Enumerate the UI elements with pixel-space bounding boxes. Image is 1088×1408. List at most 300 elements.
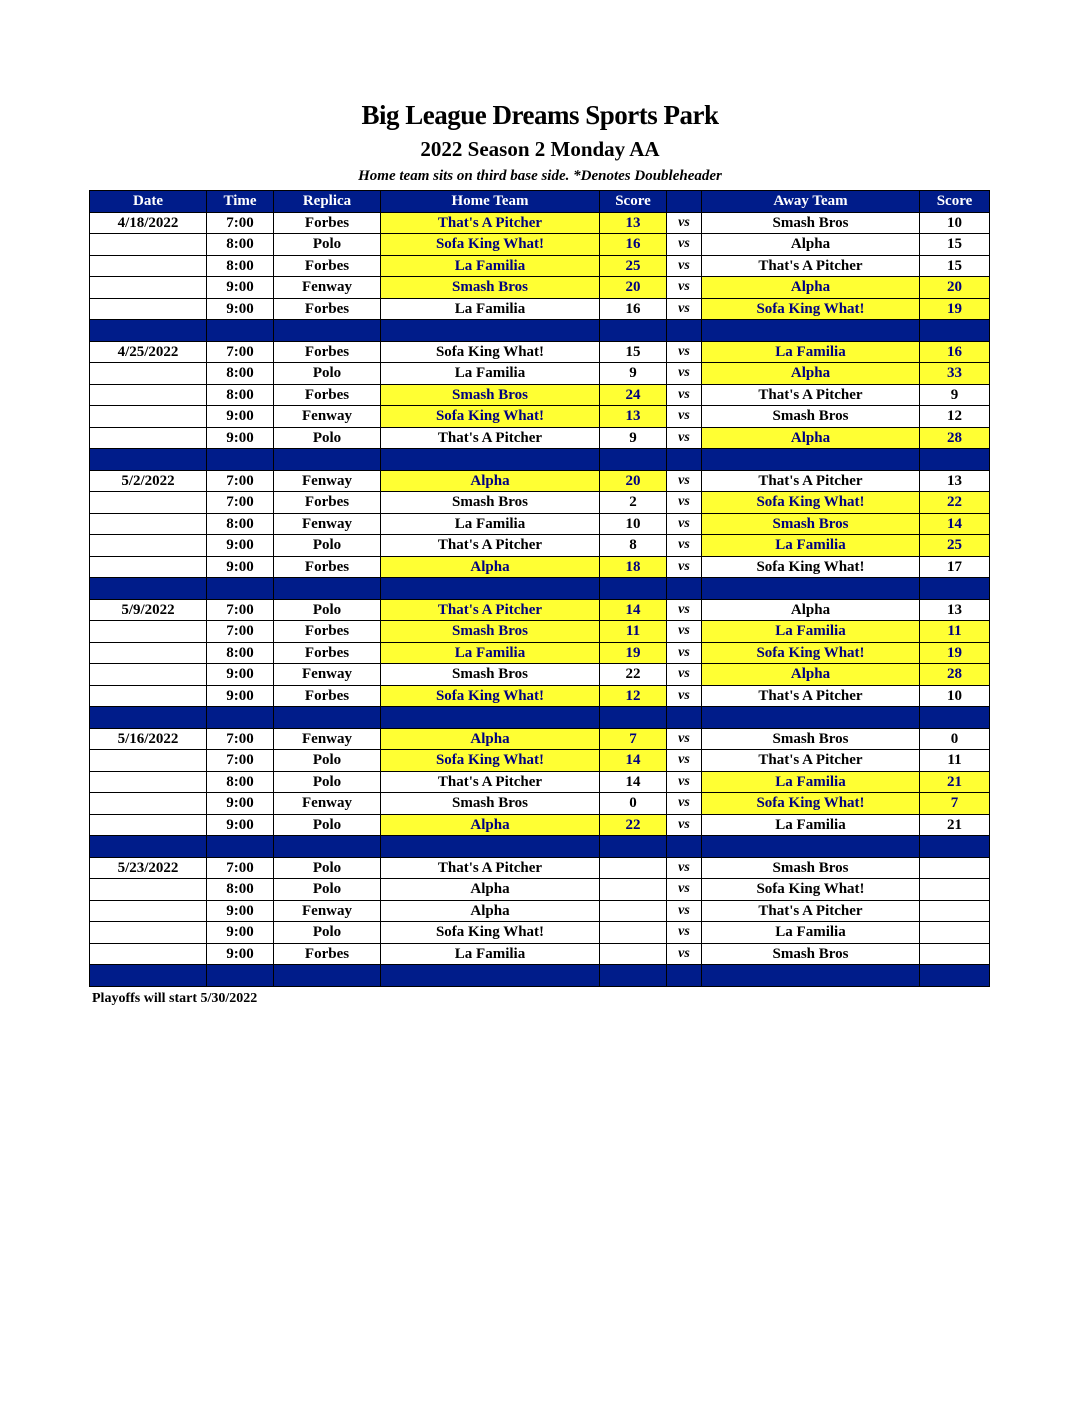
separator-cell bbox=[600, 965, 667, 987]
away-team: Alpha bbox=[702, 664, 920, 686]
game-time: 7:00 bbox=[207, 599, 274, 621]
home-score: 20 bbox=[600, 470, 667, 492]
away-score: 19 bbox=[920, 642, 990, 664]
game-field: Forbes bbox=[274, 341, 381, 363]
home-score: 14 bbox=[600, 771, 667, 793]
separator-cell bbox=[667, 836, 702, 858]
vs-label: vs bbox=[667, 427, 702, 449]
game-date bbox=[90, 685, 207, 707]
vs-label: vs bbox=[667, 599, 702, 621]
separator-cell bbox=[381, 707, 600, 729]
home-score: 14 bbox=[600, 599, 667, 621]
away-score: 33 bbox=[920, 363, 990, 385]
home-team: Alpha bbox=[381, 556, 600, 578]
separator-cell bbox=[667, 320, 702, 342]
away-score: 28 bbox=[920, 664, 990, 686]
game-row bbox=[90, 470, 990, 492]
away-score: 19 bbox=[920, 298, 990, 320]
vs-label: vs bbox=[667, 384, 702, 406]
separator-cell bbox=[667, 449, 702, 471]
away-score: 22 bbox=[920, 492, 990, 514]
col-header-home-score: Score bbox=[600, 191, 667, 213]
away-score: 0 bbox=[920, 728, 990, 750]
game-field: Fenway bbox=[274, 406, 381, 428]
vs-label: vs bbox=[667, 879, 702, 901]
game-field: Forbes bbox=[274, 384, 381, 406]
col-header-away-score: Score bbox=[920, 191, 990, 213]
game-date bbox=[90, 406, 207, 428]
game-field: Fenway bbox=[274, 513, 381, 535]
home-team: La Familia bbox=[381, 298, 600, 320]
game-date: 5/23/2022 bbox=[90, 857, 207, 879]
home-team: Smash Bros bbox=[381, 793, 600, 815]
game-date bbox=[90, 793, 207, 815]
away-team: That's A Pitcher bbox=[702, 384, 920, 406]
game-date bbox=[90, 492, 207, 514]
home-score bbox=[600, 943, 667, 965]
game-row bbox=[90, 384, 990, 406]
game-field: Forbes bbox=[274, 642, 381, 664]
game-time: 8:00 bbox=[207, 255, 274, 277]
away-score: 11 bbox=[920, 621, 990, 643]
game-field: Polo bbox=[274, 535, 381, 557]
game-date bbox=[90, 879, 207, 901]
game-time: 9:00 bbox=[207, 814, 274, 836]
away-team: Sofa King What! bbox=[702, 492, 920, 514]
separator-cell bbox=[920, 449, 990, 471]
away-score: 7 bbox=[920, 793, 990, 815]
separator-cell bbox=[381, 320, 600, 342]
separator-cell bbox=[207, 965, 274, 987]
away-team: Sofa King What! bbox=[702, 298, 920, 320]
game-field: Forbes bbox=[274, 621, 381, 643]
away-team: Alpha bbox=[702, 234, 920, 256]
game-row bbox=[90, 664, 990, 686]
home-team: Sofa King What! bbox=[381, 685, 600, 707]
game-date bbox=[90, 814, 207, 836]
away-team: Smash Bros bbox=[702, 857, 920, 879]
separator-cell bbox=[207, 320, 274, 342]
separator-cell bbox=[274, 449, 381, 471]
vs-label: vs bbox=[667, 406, 702, 428]
away-score: 25 bbox=[920, 535, 990, 557]
game-row bbox=[90, 793, 990, 815]
away-score: 12 bbox=[920, 406, 990, 428]
vs-label: vs bbox=[667, 664, 702, 686]
schedule-note: Home team sits on third base side. *Denotes Doubleheader bbox=[358, 168, 722, 184]
vs-label: vs bbox=[667, 943, 702, 965]
playoffs-note: Playoffs will start 5/30/2022 bbox=[92, 991, 258, 1006]
game-row bbox=[90, 556, 990, 578]
home-score bbox=[600, 922, 667, 944]
home-team: Sofa King What! bbox=[381, 922, 600, 944]
vs-label: vs bbox=[667, 556, 702, 578]
game-time: 9:00 bbox=[207, 943, 274, 965]
game-row bbox=[90, 728, 990, 750]
game-field: Fenway bbox=[274, 793, 381, 815]
separator-cell bbox=[702, 578, 920, 600]
game-time: 7:00 bbox=[207, 341, 274, 363]
game-time: 7:00 bbox=[207, 470, 274, 492]
game-time: 9:00 bbox=[207, 298, 274, 320]
separator-cell bbox=[702, 320, 920, 342]
home-team: La Familia bbox=[381, 943, 600, 965]
away-team: Smash Bros bbox=[702, 212, 920, 234]
game-row bbox=[90, 277, 990, 299]
game-time: 9:00 bbox=[207, 406, 274, 428]
vs-label: vs bbox=[667, 728, 702, 750]
vs-label: vs bbox=[667, 621, 702, 643]
home-score: 9 bbox=[600, 427, 667, 449]
vs-label: vs bbox=[667, 900, 702, 922]
home-team: Alpha bbox=[381, 814, 600, 836]
game-row bbox=[90, 685, 990, 707]
game-row bbox=[90, 513, 990, 535]
vs-label: vs bbox=[667, 513, 702, 535]
home-team: La Familia bbox=[381, 363, 600, 385]
col-header-replica: Replica bbox=[274, 191, 381, 213]
away-team: Smash Bros bbox=[702, 728, 920, 750]
separator-cell bbox=[90, 578, 207, 600]
game-date bbox=[90, 750, 207, 772]
home-score bbox=[600, 900, 667, 922]
vs-label: vs bbox=[667, 685, 702, 707]
header-row bbox=[90, 191, 990, 213]
game-date: 5/9/2022 bbox=[90, 599, 207, 621]
home-team: That's A Pitcher bbox=[381, 535, 600, 557]
home-team: That's A Pitcher bbox=[381, 857, 600, 879]
home-score: 9 bbox=[600, 363, 667, 385]
game-time: 9:00 bbox=[207, 793, 274, 815]
home-score bbox=[600, 857, 667, 879]
separator-cell bbox=[381, 836, 600, 858]
game-time: 8:00 bbox=[207, 384, 274, 406]
home-team: Alpha bbox=[381, 728, 600, 750]
separator-cell bbox=[920, 320, 990, 342]
away-team: That's A Pitcher bbox=[702, 900, 920, 922]
game-time: 9:00 bbox=[207, 277, 274, 299]
game-field: Forbes bbox=[274, 298, 381, 320]
game-field: Polo bbox=[274, 234, 381, 256]
separator-cell bbox=[702, 965, 920, 987]
game-time: 7:00 bbox=[207, 621, 274, 643]
away-score: 9 bbox=[920, 384, 990, 406]
away-team: La Familia bbox=[702, 341, 920, 363]
game-time: 8:00 bbox=[207, 642, 274, 664]
col-header-time: Time bbox=[207, 191, 274, 213]
away-score: 21 bbox=[920, 771, 990, 793]
home-score: 12 bbox=[600, 685, 667, 707]
separator-cell bbox=[274, 836, 381, 858]
home-score: 11 bbox=[600, 621, 667, 643]
game-time: 9:00 bbox=[207, 685, 274, 707]
home-score: 20 bbox=[600, 277, 667, 299]
away-team: Sofa King What! bbox=[702, 642, 920, 664]
game-field: Forbes bbox=[274, 492, 381, 514]
away-team: That's A Pitcher bbox=[702, 685, 920, 707]
game-date bbox=[90, 384, 207, 406]
away-team: Smash Bros bbox=[702, 943, 920, 965]
vs-label: vs bbox=[667, 341, 702, 363]
separator-cell bbox=[381, 965, 600, 987]
home-team: La Familia bbox=[381, 642, 600, 664]
game-row bbox=[90, 814, 990, 836]
away-score: 14 bbox=[920, 513, 990, 535]
separator-cell bbox=[667, 965, 702, 987]
home-team: Smash Bros bbox=[381, 277, 600, 299]
game-time: 9:00 bbox=[207, 556, 274, 578]
home-score: 2 bbox=[600, 492, 667, 514]
away-score: 15 bbox=[920, 255, 990, 277]
home-team: Smash Bros bbox=[381, 492, 600, 514]
away-team: La Familia bbox=[702, 922, 920, 944]
separator-cell bbox=[667, 578, 702, 600]
vs-label: vs bbox=[667, 814, 702, 836]
away-score: 13 bbox=[920, 470, 990, 492]
game-row bbox=[90, 255, 990, 277]
away-score bbox=[920, 922, 990, 944]
home-score: 7 bbox=[600, 728, 667, 750]
separator-cell bbox=[920, 965, 990, 987]
separator-cell bbox=[274, 707, 381, 729]
vs-label: vs bbox=[667, 642, 702, 664]
separator-cell bbox=[207, 578, 274, 600]
away-score bbox=[920, 943, 990, 965]
away-score: 13 bbox=[920, 599, 990, 621]
game-time: 8:00 bbox=[207, 771, 274, 793]
separator-cell bbox=[920, 578, 990, 600]
game-time: 9:00 bbox=[207, 900, 274, 922]
home-team: La Familia bbox=[381, 513, 600, 535]
separator-cell bbox=[600, 836, 667, 858]
away-team: La Familia bbox=[702, 621, 920, 643]
vs-label: vs bbox=[667, 363, 702, 385]
vs-label: vs bbox=[667, 298, 702, 320]
separator-cell bbox=[920, 707, 990, 729]
vs-label: vs bbox=[667, 492, 702, 514]
home-team: Alpha bbox=[381, 470, 600, 492]
home-score: 0 bbox=[600, 793, 667, 815]
game-date bbox=[90, 771, 207, 793]
away-team: Sofa King What! bbox=[702, 879, 920, 901]
separator-cell bbox=[207, 707, 274, 729]
game-date bbox=[90, 922, 207, 944]
game-field: Fenway bbox=[274, 664, 381, 686]
game-row bbox=[90, 599, 990, 621]
vs-label: vs bbox=[667, 922, 702, 944]
game-time: 8:00 bbox=[207, 234, 274, 256]
separator-cell bbox=[90, 965, 207, 987]
game-time: 9:00 bbox=[207, 535, 274, 557]
game-date bbox=[90, 621, 207, 643]
game-field: Forbes bbox=[274, 212, 381, 234]
game-time: 7:00 bbox=[207, 728, 274, 750]
game-field: Polo bbox=[274, 750, 381, 772]
game-date bbox=[90, 943, 207, 965]
game-field: Polo bbox=[274, 922, 381, 944]
game-field: Forbes bbox=[274, 943, 381, 965]
game-date bbox=[90, 277, 207, 299]
home-team: Smash Bros bbox=[381, 621, 600, 643]
game-row bbox=[90, 212, 990, 234]
game-row bbox=[90, 363, 990, 385]
vs-label: vs bbox=[667, 255, 702, 277]
game-date bbox=[90, 255, 207, 277]
away-team: La Familia bbox=[702, 814, 920, 836]
game-row bbox=[90, 427, 990, 449]
away-team: Alpha bbox=[702, 277, 920, 299]
away-score: 17 bbox=[920, 556, 990, 578]
game-field: Forbes bbox=[274, 556, 381, 578]
game-row bbox=[90, 492, 990, 514]
away-team: La Familia bbox=[702, 771, 920, 793]
game-date bbox=[90, 535, 207, 557]
vs-label: vs bbox=[667, 234, 702, 256]
away-score bbox=[920, 900, 990, 922]
game-time: 9:00 bbox=[207, 427, 274, 449]
game-date: 5/2/2022 bbox=[90, 470, 207, 492]
game-field: Polo bbox=[274, 814, 381, 836]
away-team: That's A Pitcher bbox=[702, 750, 920, 772]
vs-label: vs bbox=[667, 277, 702, 299]
season-title: 2022 Season 2 Monday AA bbox=[420, 137, 660, 161]
home-team: That's A Pitcher bbox=[381, 771, 600, 793]
away-score bbox=[920, 879, 990, 901]
home-team: Sofa King What! bbox=[381, 750, 600, 772]
game-row bbox=[90, 922, 990, 944]
away-team: That's A Pitcher bbox=[702, 255, 920, 277]
separator-cell bbox=[90, 707, 207, 729]
separator-cell bbox=[667, 707, 702, 729]
col-header-home-team: Home Team bbox=[381, 191, 600, 213]
col-header-vs bbox=[667, 191, 702, 213]
home-score: 13 bbox=[600, 406, 667, 428]
vs-label: vs bbox=[667, 535, 702, 557]
home-score: 25 bbox=[600, 255, 667, 277]
game-field: Forbes bbox=[274, 685, 381, 707]
home-team: Smash Bros bbox=[381, 384, 600, 406]
home-score: 22 bbox=[600, 664, 667, 686]
separator-cell bbox=[381, 449, 600, 471]
game-date bbox=[90, 363, 207, 385]
vs-label: vs bbox=[667, 857, 702, 879]
separator-cell bbox=[90, 836, 207, 858]
separator-cell bbox=[381, 578, 600, 600]
home-team: La Familia bbox=[381, 255, 600, 277]
week-separator bbox=[90, 578, 990, 600]
game-date bbox=[90, 427, 207, 449]
home-team: That's A Pitcher bbox=[381, 599, 600, 621]
game-row bbox=[90, 750, 990, 772]
game-row bbox=[90, 298, 990, 320]
vs-label: vs bbox=[667, 793, 702, 815]
game-time: 9:00 bbox=[207, 922, 274, 944]
away-score: 21 bbox=[920, 814, 990, 836]
away-team: Smash Bros bbox=[702, 513, 920, 535]
game-date bbox=[90, 234, 207, 256]
home-team: Sofa King What! bbox=[381, 234, 600, 256]
away-score: 16 bbox=[920, 341, 990, 363]
home-score: 16 bbox=[600, 234, 667, 256]
page-title: Big League Dreams Sports Park bbox=[361, 100, 719, 130]
game-date bbox=[90, 900, 207, 922]
vs-label: vs bbox=[667, 212, 702, 234]
game-date bbox=[90, 298, 207, 320]
vs-label: vs bbox=[667, 470, 702, 492]
home-team: Alpha bbox=[381, 879, 600, 901]
game-date bbox=[90, 556, 207, 578]
separator-cell bbox=[274, 965, 381, 987]
game-row bbox=[90, 621, 990, 643]
separator-cell bbox=[274, 320, 381, 342]
separator-cell bbox=[702, 836, 920, 858]
home-score bbox=[600, 879, 667, 901]
separator-cell bbox=[90, 449, 207, 471]
home-team: That's A Pitcher bbox=[381, 212, 600, 234]
away-score: 28 bbox=[920, 427, 990, 449]
game-row bbox=[90, 857, 990, 879]
separator-cell bbox=[600, 707, 667, 729]
game-date: 4/18/2022 bbox=[90, 212, 207, 234]
home-score: 8 bbox=[600, 535, 667, 557]
schedule-table bbox=[89, 190, 990, 987]
game-field: Fenway bbox=[274, 277, 381, 299]
away-score: 11 bbox=[920, 750, 990, 772]
home-score: 15 bbox=[600, 341, 667, 363]
col-header-date: Date bbox=[90, 191, 207, 213]
game-time: 7:00 bbox=[207, 750, 274, 772]
week-separator bbox=[90, 836, 990, 858]
game-field: Polo bbox=[274, 427, 381, 449]
home-score: 16 bbox=[600, 298, 667, 320]
game-row bbox=[90, 642, 990, 664]
home-score: 24 bbox=[600, 384, 667, 406]
game-row bbox=[90, 406, 990, 428]
game-field: Polo bbox=[274, 363, 381, 385]
away-score: 10 bbox=[920, 212, 990, 234]
away-team: Alpha bbox=[702, 427, 920, 449]
home-team: Sofa King What! bbox=[381, 341, 600, 363]
game-date: 5/16/2022 bbox=[90, 728, 207, 750]
separator-cell bbox=[600, 320, 667, 342]
game-time: 8:00 bbox=[207, 363, 274, 385]
home-score: 10 bbox=[600, 513, 667, 535]
home-team: That's A Pitcher bbox=[381, 427, 600, 449]
game-time: 7:00 bbox=[207, 212, 274, 234]
home-score: 18 bbox=[600, 556, 667, 578]
away-team: That's A Pitcher bbox=[702, 470, 920, 492]
vs-label: vs bbox=[667, 771, 702, 793]
schedule-body bbox=[90, 212, 990, 986]
away-team: Sofa King What! bbox=[702, 556, 920, 578]
home-team: Sofa King What! bbox=[381, 406, 600, 428]
away-team: La Familia bbox=[702, 535, 920, 557]
game-row bbox=[90, 535, 990, 557]
separator-cell bbox=[600, 578, 667, 600]
home-score: 19 bbox=[600, 642, 667, 664]
game-time: 7:00 bbox=[207, 492, 274, 514]
game-time: 8:00 bbox=[207, 879, 274, 901]
game-field: Polo bbox=[274, 879, 381, 901]
game-field: Polo bbox=[274, 599, 381, 621]
home-score: 14 bbox=[600, 750, 667, 772]
away-team: Alpha bbox=[702, 599, 920, 621]
week-separator bbox=[90, 449, 990, 471]
separator-cell bbox=[600, 449, 667, 471]
game-date bbox=[90, 513, 207, 535]
away-team: Sofa King What! bbox=[702, 793, 920, 815]
game-row bbox=[90, 943, 990, 965]
